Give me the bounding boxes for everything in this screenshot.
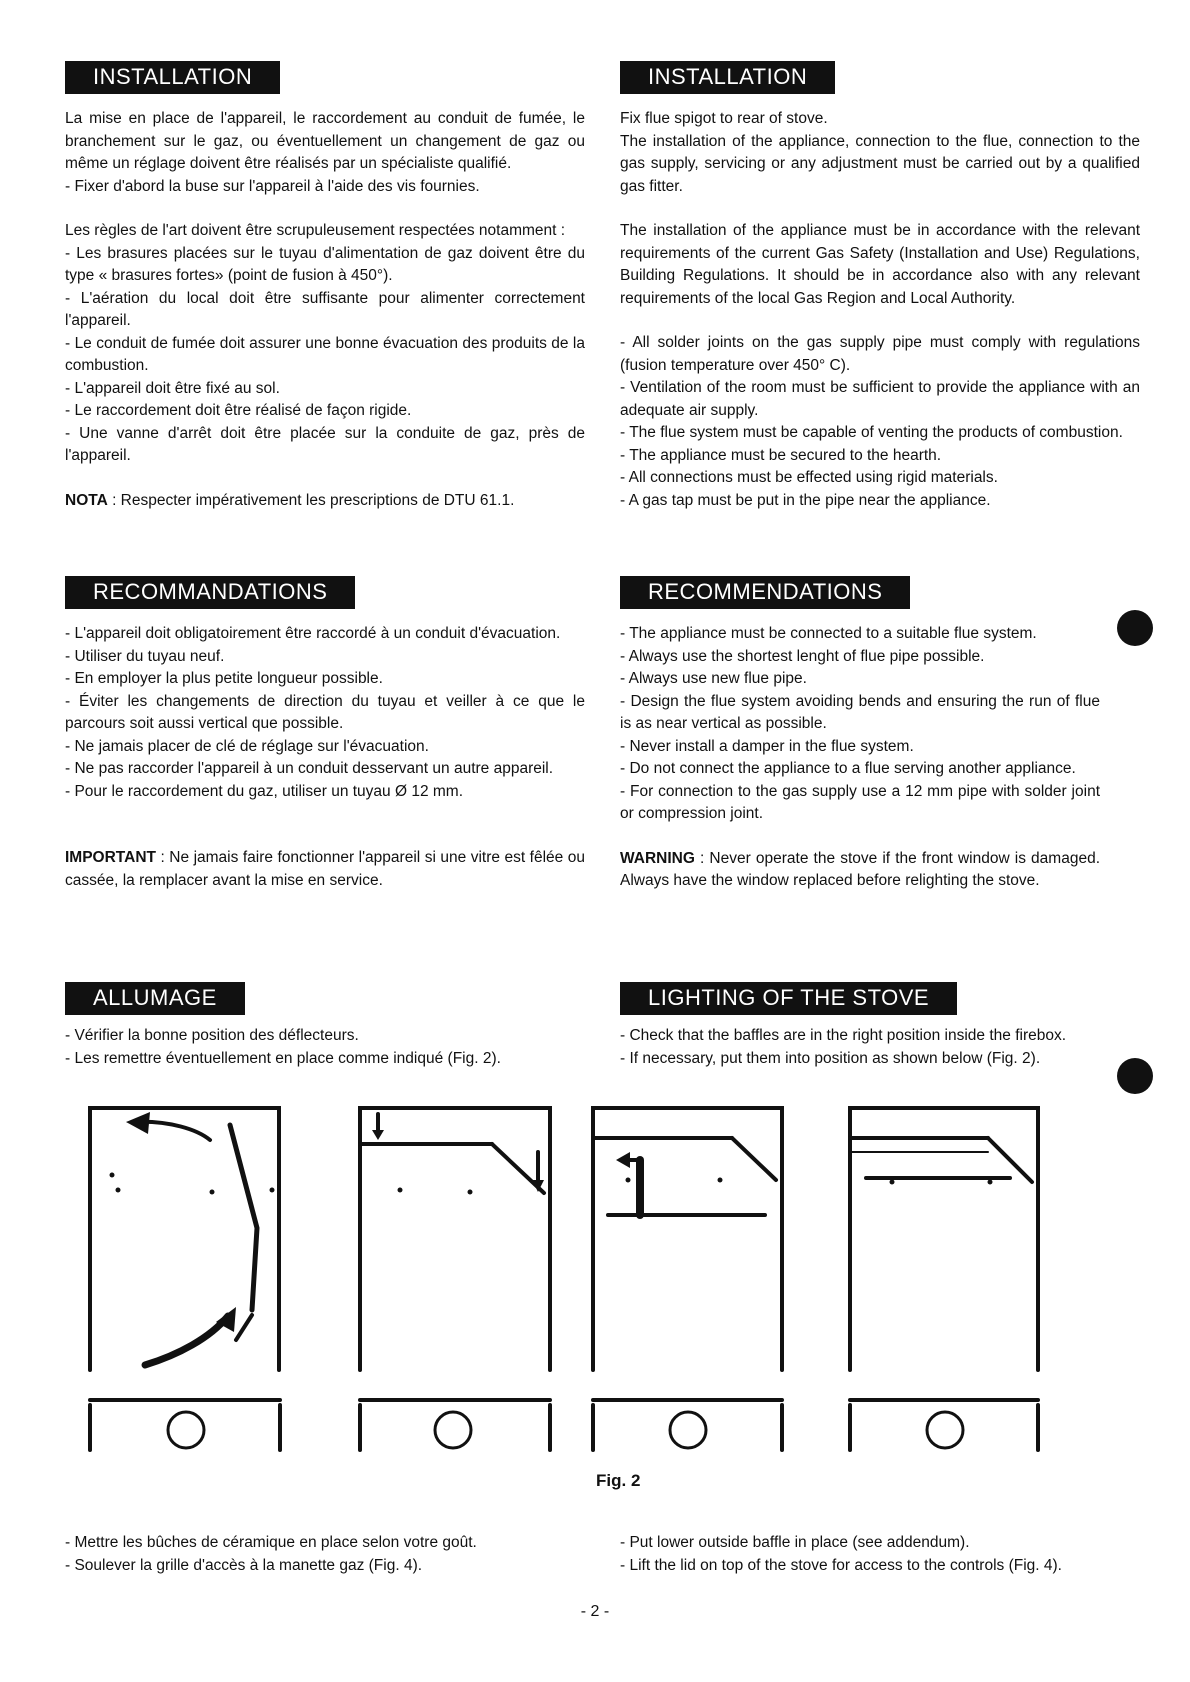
bullet-dot-marker	[1117, 1058, 1153, 1094]
list-item: - Pour le raccordement du gaz, utiliser un tuyau Ø 12 mm.	[65, 782, 464, 800]
list-item: - The appliance must be secured to the hearth.	[620, 446, 942, 464]
paragraph: Fix flue spigot to rear of stove.	[620, 110, 828, 127]
list-item: - Ventilation of the room must be sufficient to provide the appliance with an adequate air supply.	[620, 379, 1140, 419]
list-item: - Mettre les bûches de céramique en place selon votre goût.	[65, 1534, 477, 1551]
section-body	[620, 108, 1140, 512]
panel-lower-baffle-en	[593, 1108, 782, 1450]
note-label: NOTA	[65, 491, 108, 509]
warning-text: : Ne jamais faire fonctionner l'appareil si une vitre est fêlée ou cassée, la remplacer avant la mise en service.	[65, 849, 585, 889]
warning-label: IMPORTANT	[65, 849, 156, 866]
list-item: - Always use new flue pipe.	[620, 670, 807, 687]
list-item: - L'appareil doit obligatoirement être raccordé à un conduit d'évacuation.	[65, 625, 561, 642]
allumage-fr	[65, 982, 585, 1070]
list-item: - Les brasures placées sur le tuyau d'alimentation de gaz doivent être du type « brasures fortes» (point de fusion à 450°).	[65, 244, 585, 284]
bullet-dot-marker	[1117, 610, 1153, 646]
list-item: - Le conduit de fumée doit assurer une bonne évacuation des produits de la combustion.	[65, 334, 585, 374]
list-item: - L'aération du local doit être suffisante pour alimenter correctement l'appareil.	[65, 289, 585, 329]
recommendations-en	[620, 576, 1140, 893]
list-item: - Utiliser du tuyau neuf.	[65, 647, 225, 665]
list-item: - Lift the lid on top of the stove for access to the controls (Fig. 4).	[620, 1556, 1062, 1574]
warning	[65, 847, 585, 892]
note-text: : Respecter impérativement les prescriptions de DTU 61.1.	[107, 491, 515, 509]
panel-baffle-fitting-fr	[360, 1108, 550, 1450]
installation-en	[620, 61, 1140, 512]
list-item: - Éviter les changements de direction du tuyau et veiller à ce que le parcours soit aussi vertical que possible.	[65, 692, 585, 732]
panel-upper-baffle-en	[850, 1108, 1038, 1450]
paragraph: The installation of the appliance must be in accordance with the relevant requirements of the current Gas Safety (Installation and Use) Regulations, Building Regulations. It should be in accordance also with any relevant requirements of the local Gas Region and Local Authority.	[620, 222, 1140, 307]
list-item: - Always use the shortest lenght of flue pipe possible.	[620, 647, 985, 665]
lighting-en	[620, 982, 1140, 1070]
list-item: - All solder joints on the gas supply pipe must comply with regulations (fusion temperature over 450° C).	[620, 334, 1140, 374]
section-body	[620, 623, 1100, 893]
section-header: ALLUMAGE	[65, 982, 245, 1015]
list-item: - Do not connect the appliance to a flue serving another appliance.	[620, 760, 1076, 777]
page-number: - 2 -	[580, 1603, 610, 1620]
list-item: - Les remettre éventuellement en place comme indiqué (Fig. 2).	[65, 1049, 501, 1067]
bottom-instructions-en	[620, 1532, 1140, 1577]
list-item: - En employer la plus petite longueur possible.	[65, 670, 383, 687]
section-body	[620, 1532, 1140, 1577]
list-item: - Vérifier la bonne position des déflecteurs.	[65, 1027, 359, 1044]
list-item: - Une vanne d'arrêt doit être placée sur la conduite de gaz, près de l'appareil.	[65, 424, 585, 464]
bottom-instructions-fr	[65, 1532, 585, 1577]
section-body	[65, 1532, 585, 1577]
section-body	[620, 1025, 1140, 1070]
section-body	[65, 623, 585, 892]
list-item: - A gas tap must be put in the pipe near the appliance.	[620, 491, 991, 509]
warning-label: WARNING	[620, 849, 695, 867]
section-header: INSTALLATION	[65, 61, 280, 94]
recommandations-fr	[65, 576, 585, 892]
warning-text: : Never operate the stove if the front window is damaged. Always have the window replaced before relighting the stove.	[620, 849, 1100, 889]
paragraph: - Fixer d'abord la buse sur l'appareil à l'aide des vis fournies.	[65, 177, 480, 195]
list-item: - The appliance must be connected to a suitable flue system.	[620, 625, 1037, 642]
list-item: - Check that the baffles are in the right position inside the firebox.	[620, 1027, 1067, 1044]
installation-fr	[65, 61, 585, 512]
figure-2-diagram	[60, 1100, 1130, 1480]
list-item: - Le raccordement doit être réalisé de façon rigide.	[65, 402, 412, 419]
list-item: - All connections must be effected using rigid materials.	[620, 469, 998, 486]
list-item: - Soulever la grille d'accès à la manette gaz (Fig. 4).	[65, 1556, 423, 1574]
section-body	[65, 1025, 585, 1070]
list-item: - L'appareil doit être fixé au sol.	[65, 379, 280, 397]
list-item: - If necessary, put them into position as shown below (Fig. 2).	[620, 1049, 1041, 1067]
paragraph: La mise en place de l'appareil, le raccordement au conduit de fumée, le branchement sur le gaz, ou éventuellement un changement de gaz ou même un réglage doivent être réalisés par un spécialiste qualifié.	[65, 110, 585, 172]
panel-baffle-removal-fr	[90, 1108, 280, 1450]
note	[65, 490, 585, 513]
paragraph: Les règles de l'art doivent être scrupuleusement respectées notamment :	[65, 222, 566, 239]
list-item: - Design the flue system avoiding bends and ensuring the run of flue is as near vertical as possible.	[620, 692, 1100, 732]
section-body	[65, 108, 585, 512]
list-item: - For connection to the gas supply use a 12 mm pipe with solder joint or compression joint.	[620, 782, 1100, 822]
list-item: - Put lower outside baffle in place (see addendum).	[620, 1534, 970, 1551]
warning	[620, 848, 1100, 893]
section-header: LIGHTING OF THE STOVE	[620, 982, 957, 1015]
list-item: - The flue system must be capable of venting the products of combustion.	[620, 424, 1123, 441]
section-header: RECOMMANDATIONS	[65, 576, 355, 609]
paragraph: The installation of the appliance, connection to the flue, connection to the gas supply, servicing or any adjustment must be carried out by a qualified gas fitter.	[620, 132, 1140, 195]
section-header: INSTALLATION	[620, 61, 835, 94]
section-header: RECOMMENDATIONS	[620, 576, 910, 609]
list-item: - Never install a damper in the flue system.	[620, 737, 914, 755]
figure-caption: Fig. 2	[596, 1471, 641, 1490]
list-item: - Ne jamais placer de clé de réglage sur l'évacuation.	[65, 737, 429, 755]
list-item: - Ne pas raccorder l'appareil à un conduit desservant un autre appareil.	[65, 760, 554, 777]
